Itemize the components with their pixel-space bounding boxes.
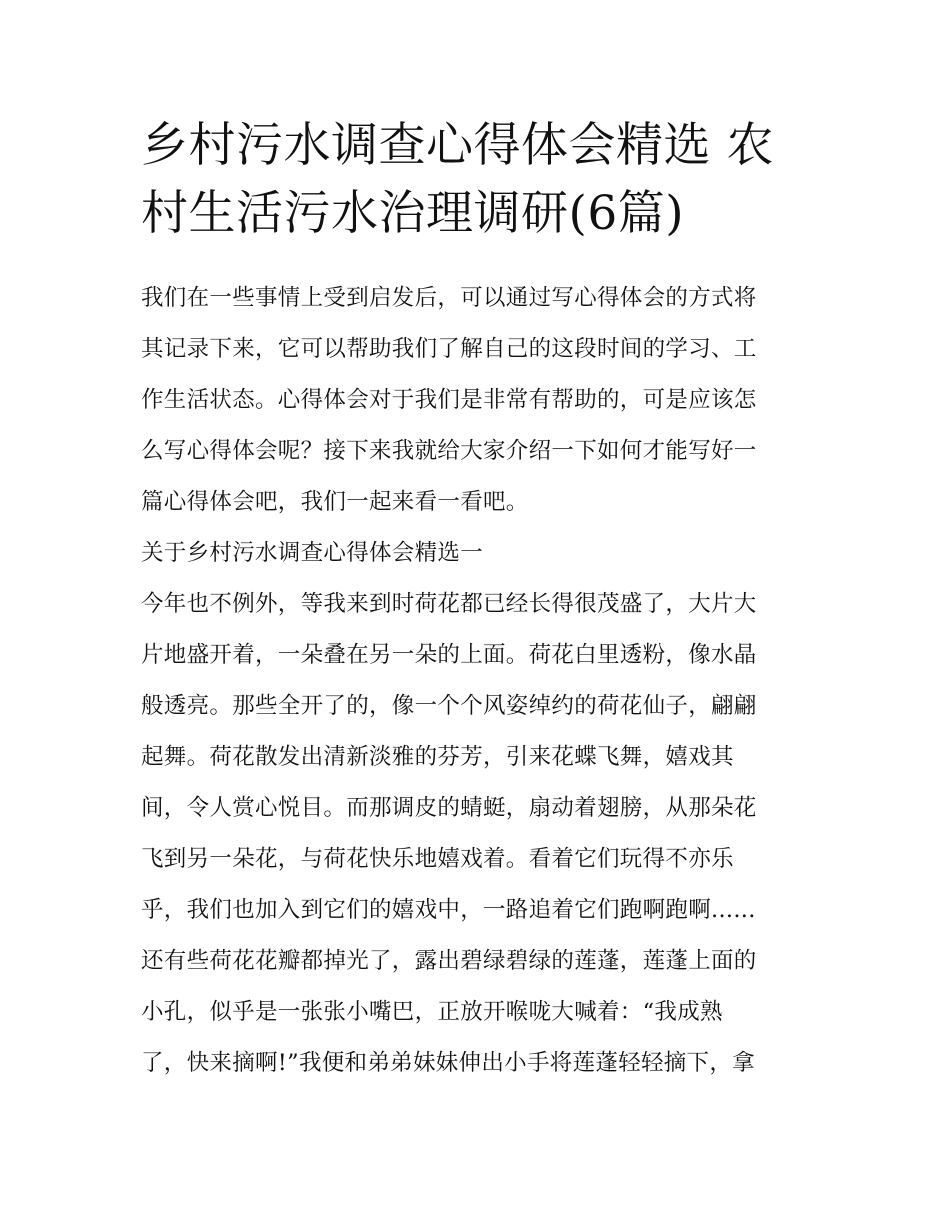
text-line: 飞到另一朵花，与荷花快乐地嬉戏着。看着它们玩得不亦乐 (141, 846, 734, 872)
text-line: 乎，我们也加入到它们的嬉戏中，一路追着它们跑啊跑啊...... (141, 897, 756, 923)
title-line: 乡村污水调查心得体会精选 农 (141, 118, 774, 173)
text-line: 了，快来摘啊!”我便和弟弟妹妹伸出小手将莲蓬轻轻摘下，拿 (141, 1050, 755, 1076)
document-content (141, 112, 813, 1089)
document-title (141, 112, 813, 248)
document-body (141, 273, 813, 1089)
text-line: 今年也不例外，等我来到时荷花都已经长得很茂盛了，大片大 (141, 591, 757, 617)
section-heading (141, 528, 813, 579)
text-line: 间，令人赏心悦目。而那调皮的蜻蜓，扇动着翅膀，从那朵花 (141, 795, 757, 821)
text-line: 小孔，似乎是一张张小嘴巴，正放开喉咙大喊着：“我成熟 (141, 999, 723, 1025)
intro-paragraph (141, 273, 813, 528)
text-line: 还有些荷花花瓣都掉光了，露出碧绿碧绿的莲蓬，莲蓬上面的 (141, 948, 757, 974)
text-line: 篇心得体会吧，我们一起来看一看吧。 (141, 489, 529, 515)
title-line: 村生活污水治理调研(6篇) (141, 186, 685, 241)
text-line: 么写心得体会呢？接下来我就给大家介绍一下如何才能写好一 (141, 438, 757, 464)
text-line: 般透亮。那些全开了的，像一个个风姿绰约的荷花仙子，翩翩 (141, 693, 757, 719)
text-line: 作生活状态。心得体会对于我们是非常有帮助的，可是应该怎 (141, 387, 757, 413)
text-line: 其记录下来，它可以帮助我们了解自己的这段时间的学习、工 (141, 336, 757, 362)
text-line: 我们在一些事情上受到启发后，可以通过写心得体会的方式将 (141, 285, 757, 311)
text-line: 片地盛开着，一朵叠在另一朵的上面。荷花白里透粉，像水晶 (141, 642, 757, 668)
section-heading-text: 关于乡村污水调查心得体会精选一 (141, 540, 484, 566)
section-paragraph (141, 579, 813, 1089)
text-line: 起舞。荷花散发出清新淡雅的芬芳，引来花蝶飞舞，嬉戏其 (141, 744, 734, 770)
